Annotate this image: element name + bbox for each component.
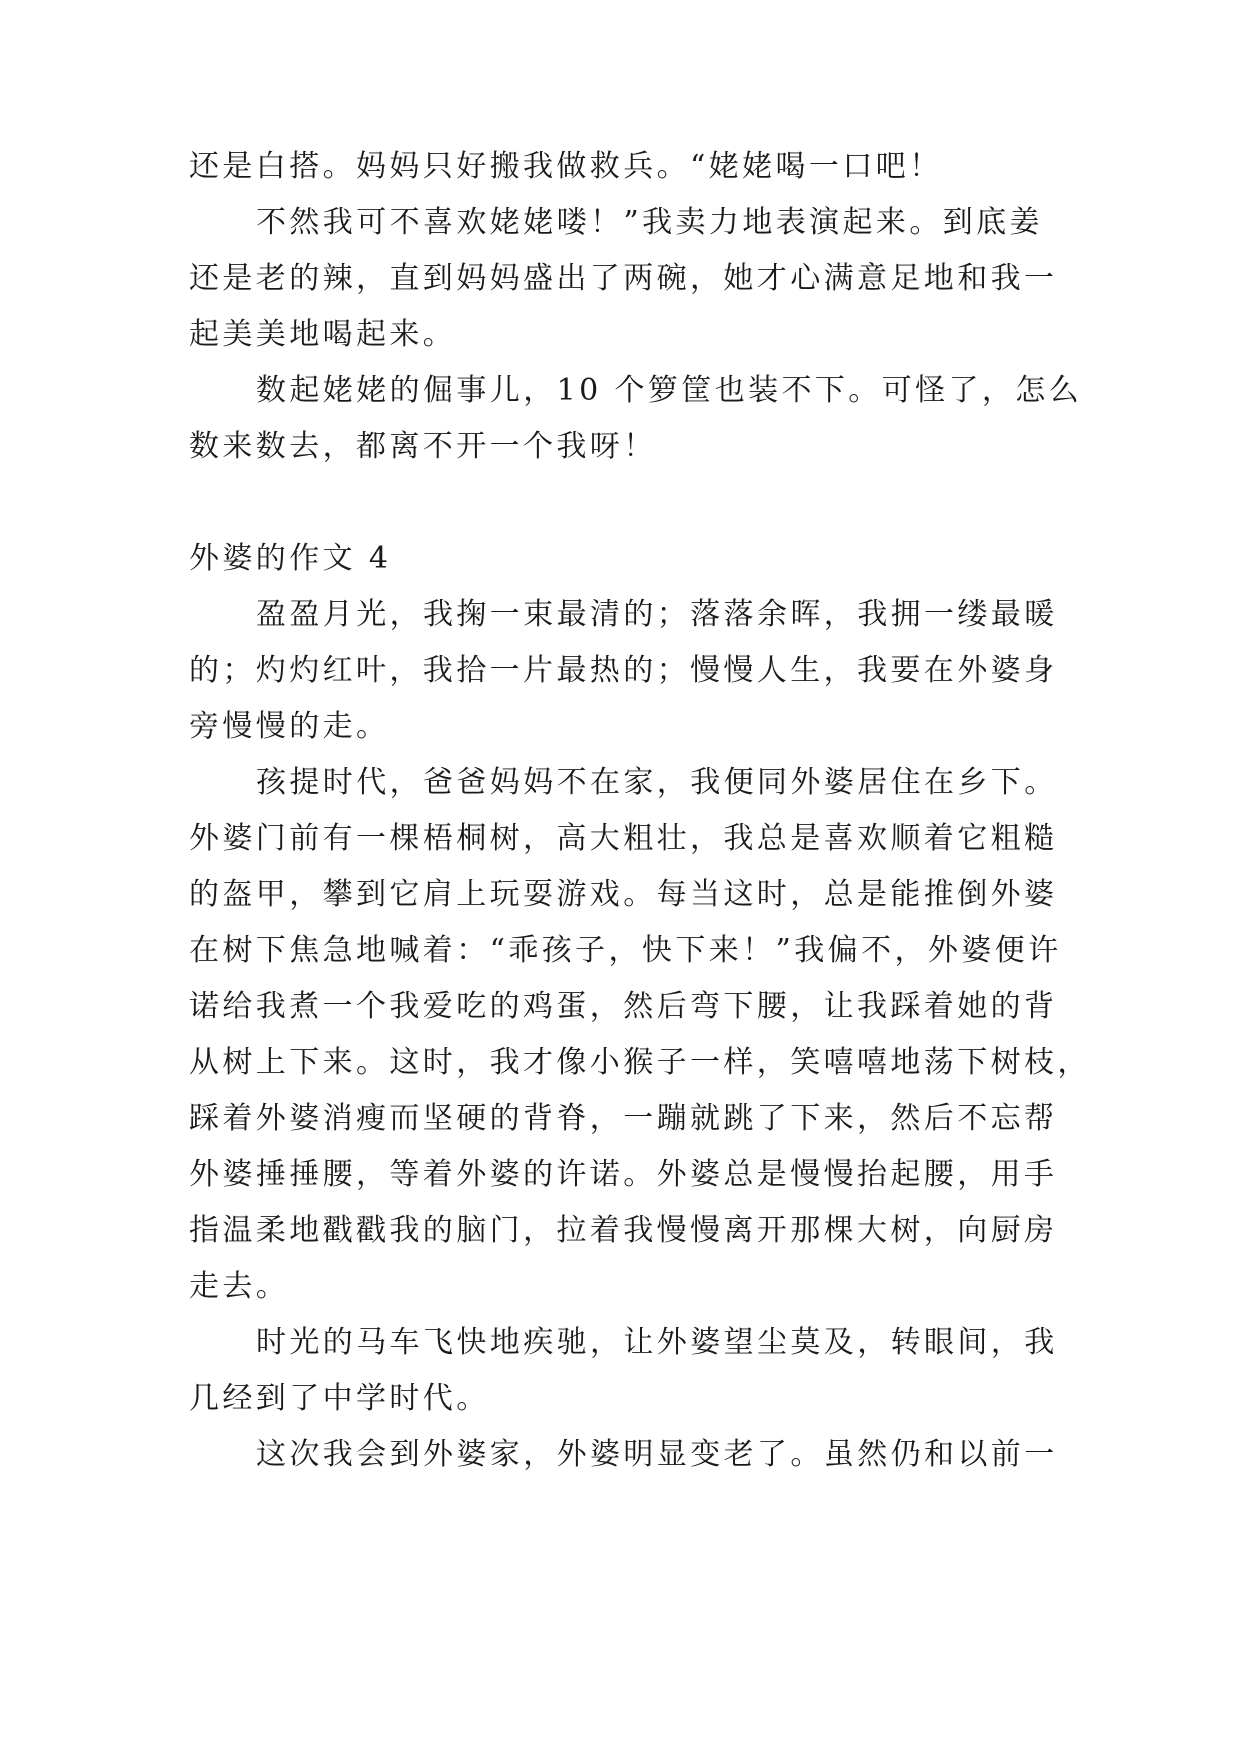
text-line: 还是白搭。妈妈只好搬我做救兵。“姥姥喝一口吧！ bbox=[189, 149, 943, 184]
text-line: 孩提时代，爸爸妈妈不在家，我便同外婆居住在乡下。 bbox=[256, 765, 1058, 800]
text-line: 指温柔地戳戳我的脑门，拉着我慢慢离开那棵大树，向厨房 bbox=[189, 1213, 1058, 1248]
text-line: 盈盈月光，我掬一束最清的；落落余晖，我拥一缕最暖 bbox=[256, 597, 1058, 632]
text-line: 的；灼灼红叶，我拾一片最热的；慢慢人生，我要在外婆身 bbox=[189, 653, 1058, 688]
section-title: 外婆的作文 4 bbox=[189, 541, 392, 576]
text-line: 从树上下来。这时，我才像小猴子一样，笑嘻嘻地荡下树枝， bbox=[189, 1045, 1091, 1080]
text-line: 几经到了中学时代。 bbox=[189, 1381, 490, 1416]
text-line: 在树下焦急地喊着：“乖孩子，快下来！”我偏不，外婆便许 bbox=[189, 933, 1062, 968]
text-line: 时光的马车飞快地疾驰，让外婆望尘莫及，转眼间，我 bbox=[256, 1325, 1058, 1360]
text-line: 外婆门前有一棵梧桐树，高大粗壮，我总是喜欢顺着它粗糙 bbox=[189, 821, 1058, 856]
text-line: 诺给我煮一个我爱吃的鸡蛋，然后弯下腰，让我踩着她的背 bbox=[189, 989, 1058, 1024]
text-line: 数来数去，都离不开一个我呀！ bbox=[189, 429, 657, 464]
text-line: 起美美地喝起来。 bbox=[189, 317, 457, 352]
text-line: 踩着外婆消瘦而坚硬的背脊，一蹦就跳了下来，然后不忘帮 bbox=[189, 1101, 1058, 1136]
text-line: 外婆捶捶腰，等着外婆的许诺。外婆总是慢慢抬起腰，用手 bbox=[189, 1157, 1058, 1192]
text-line: 走去。 bbox=[189, 1269, 290, 1304]
text-line: 不然我可不喜欢姥姥喽！”我卖力地表演起来。到底姜 bbox=[256, 205, 1043, 240]
text-line: 还是老的辣，直到妈妈盛出了两碗，她才心满意足地和我一 bbox=[189, 261, 1058, 296]
text-line: 数起姥姥的倔事儿，10 个箩筐也装不下。可怪了，怎么 bbox=[256, 373, 1083, 408]
text-line: 这次我会到外婆家，外婆明显变老了。虽然仍和以前一 bbox=[256, 1437, 1058, 1472]
text-line: 旁慢慢的走。 bbox=[189, 709, 390, 744]
text-line: 的盔甲，攀到它肩上玩耍游戏。每当这时，总是能推倒外婆 bbox=[189, 877, 1058, 912]
